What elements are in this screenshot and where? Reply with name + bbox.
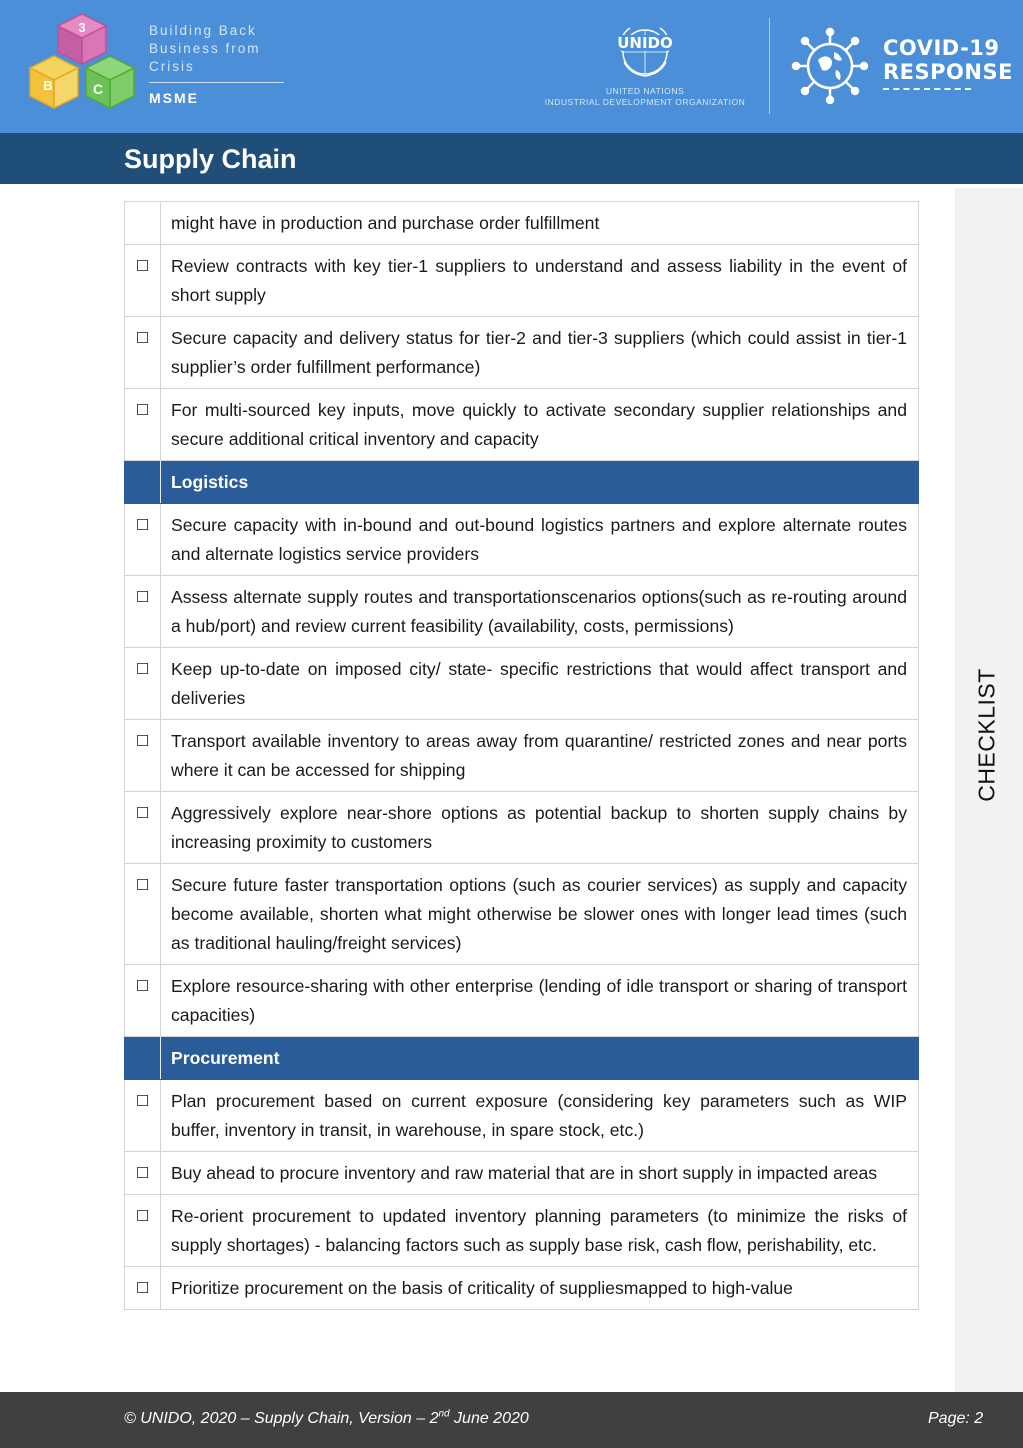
checklist-item-text: Secure capacity with in-bound and out-bound logistics partners and explore alternate routes and alternate logistics service providers (161, 504, 919, 576)
checklist-row (125, 792, 919, 864)
checklist-item-text: Secure capacity and delivery status for tier-2 and tier-3 suppliers (which could assist in tier-1 supplier’s order fulfillment performance) (161, 317, 919, 389)
checklist-row (125, 389, 919, 461)
checklist-item-text: Aggressively explore near-shore options as potential backup to shorten supply chains by increasing proximity to customers (161, 792, 919, 864)
unido-logo (540, 22, 750, 108)
checklist-row (125, 317, 919, 389)
checkbox[interactable]: ☐ (125, 1152, 161, 1195)
checklist-row (125, 720, 919, 792)
page-title: Supply Chain (124, 144, 297, 174)
checkbox[interactable]: ☐ (125, 389, 161, 461)
checklist-row (125, 648, 919, 720)
checklist-item-text: Keep up-to-date on imposed city/ state- specific restrictions that would affect transport and deliveries (161, 648, 919, 720)
checklist-row (125, 504, 919, 576)
header-banner (0, 0, 1023, 133)
checkbox[interactable]: ☐ (125, 864, 161, 965)
footer-copyright (124, 1408, 529, 1430)
unido-mark: UNIDO (617, 34, 673, 52)
checklist-row (125, 1267, 919, 1310)
cube-letter-c: C (92, 81, 104, 97)
checklist-row (125, 1195, 919, 1267)
checklist-item-text: Assess alternate supply routes and transportationscenarios options(such as re-routing around a hub/port) and review current feasibility (availability, costs, permissions) (161, 576, 919, 648)
checkbox[interactable]: ☐ (125, 245, 161, 317)
checkbox[interactable]: ☐ (125, 720, 161, 792)
logo-line-3: Crisis (149, 59, 195, 74)
checkbox[interactable]: ☐ (125, 317, 161, 389)
footer-text: © UNIDO, 2020 – Supply Chain, Version – 2 (124, 1410, 439, 1427)
checklist-item-text: Transport available inventory to areas away from quarantine/ restricted zones and near ports where it can be accessed for shipping (161, 720, 919, 792)
sidebar-label: CHECKLIST (973, 668, 1000, 802)
checklist-row (125, 965, 919, 1037)
covid-dash-rule (883, 88, 971, 90)
logo-msme: MSME (149, 90, 199, 106)
checklist-table (124, 201, 919, 1310)
section-spacer-cell (125, 1037, 161, 1080)
checklist-item-text: Re-orient procurement to updated inventory planning parameters (to minimize the risks of supply shortages) - balancing factors such as supply base risk, cash flow, perishability, etc. (161, 1195, 919, 1267)
checkbox[interactable]: ☐ (125, 965, 161, 1037)
section-title: Procurement (161, 1037, 919, 1080)
footer-date: June 2020 (449, 1410, 529, 1427)
checklist-row (125, 202, 919, 245)
checklist-row (125, 1080, 919, 1152)
logo-line-1: Building Back (149, 23, 257, 38)
logo-line-2: Business from (149, 41, 261, 56)
checkbox[interactable]: ☐ (125, 504, 161, 576)
section-header-row (125, 461, 919, 504)
covid-title-line-1: COVID-19 (883, 36, 1000, 60)
checklist-item-text: might have in production and purchase order fulfillment (161, 202, 919, 245)
checklist-item-text: Buy ahead to procure inventory and raw material that are in short supply in impacted areas (161, 1152, 919, 1195)
b3c-cubes-logo (26, 12, 138, 124)
checkbox[interactable]: ☐ (125, 648, 161, 720)
checklist-item-text: Review contracts with key tier-1 suppliers to understand and assess liability in the event of short supply (161, 245, 919, 317)
footer-ordinal: nd (438, 1408, 450, 1420)
checklist-item-text: Plan procurement based on current exposure (considering key parameters such as WIP buffer, inventory in transit, in warehouse, in spare stock, etc.) (161, 1080, 919, 1152)
un-emblem-icon (612, 22, 678, 82)
checklist-item-text: For multi-sourced key inputs, move quickly to activate secondary supplier relationships and secure additional critical inventory and capacity (161, 389, 919, 461)
section-header-row (125, 1037, 919, 1080)
page-number: Page: 2 (928, 1410, 984, 1427)
unido-sub-2: INDUSTRIAL DEVELOPMENT ORGANIZATION (544, 97, 746, 107)
checkbox[interactable]: ☐ (125, 792, 161, 864)
checklist-item-text: Secure future faster transportation options (such as courier services) as supply and capacity become available, shorten what might otherwise be slower ones with longer lead times (such as traditional hauling/freight services) (161, 864, 919, 965)
logo-wordmark (149, 22, 284, 107)
cube-letter-b: B (43, 78, 53, 93)
covid-globe-icon (790, 26, 870, 106)
covid-response-wordmark (883, 36, 1013, 90)
checklist-item-text: Explore resource-sharing with other enterprise (lending of idle transport or sharing of transport capacities) (161, 965, 919, 1037)
checklist-row (125, 245, 919, 317)
checklist-row (125, 576, 919, 648)
section-title: Logistics (161, 461, 919, 504)
header-divider (769, 18, 770, 114)
checkbox[interactable]: ☐ (125, 576, 161, 648)
covid-title-line-2: RESPONSE (883, 60, 1013, 84)
section-spacer-cell (125, 461, 161, 504)
unido-sub-1: UNITED NATIONS (605, 86, 685, 96)
checkbox[interactable]: ☐ (125, 1195, 161, 1267)
checkbox[interactable]: ☐ (125, 1267, 161, 1310)
logo-rule (149, 82, 284, 83)
checklist-item-text: Prioritize procurement on the basis of criticality of suppliesmapped to high-value (161, 1267, 919, 1310)
checklist-row (125, 864, 919, 965)
empty-checkbox-cell (125, 202, 161, 245)
checklist-row (125, 1152, 919, 1195)
cube-letter-3: 3 (78, 20, 86, 35)
checkbox[interactable]: ☐ (125, 1080, 161, 1152)
